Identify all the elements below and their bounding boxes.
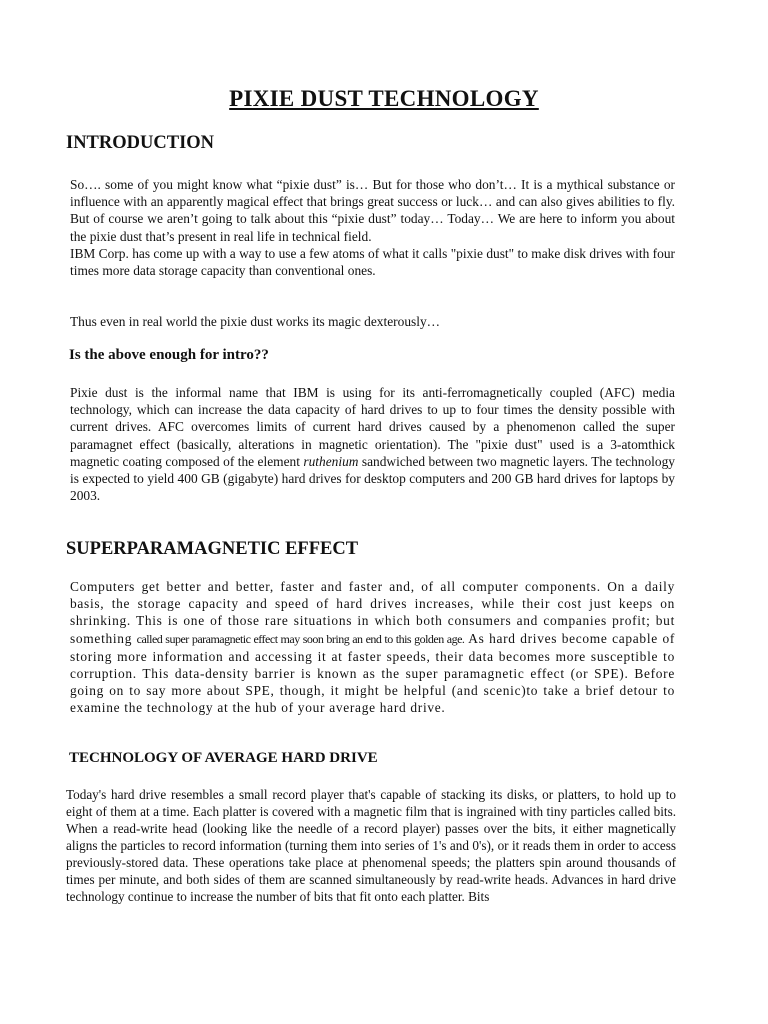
spe-text-b: called super paramagnetic effect may soon bring an end to this golden age. [136, 631, 465, 646]
tech-paragraph: Today's hard drive resembles a small record player that's capable of stacking its disks, or platters, to hold up to eight of them at a time. Each platter is covered with a magnetic film that is ingrained with tiny particles called bits. When a read-write head (looking like the needle of a record player) passes over the bits, it either magnetically aligns the particles to record information (turning them into series of 1's and 0's), or it reads them in order to access previously-stored data. These operations take place at phenomenal speeds; the platters spin around thousands of times per minute, and both sides of them are scanned simultaneously by read-write heads. Advances in hard drive technology continue to increase the number of bits that fit onto each platter. Bits [66, 787, 676, 904]
heading-question: Is the above enough for intro?? [69, 347, 269, 363]
question-text-a: Pixie dust is the informal name that IBM is using for its anti-ferromagnetically coupled (AFC) media technology, which can increase the data capacity of hard drives to up to four times the density possible with current drives. AFC overcomes limits of current hard drives caused by a phenomenon called the super paramagnet effect (basically, alterations in magnetic orientation). The "pixie dust" used is a 3-atomthick magnetic coating composed of the element [70, 385, 675, 469]
heading-introduction: INTRODUCTION [66, 133, 215, 153]
intro-paragraph-3: Thus even in real world the pixie dust works its magic dexterously… [70, 314, 441, 329]
heading-superparamagnetic-effect: SUPERPARAMAGNETIC EFFECT [66, 539, 359, 559]
heading-technology-average-hard-drive: TECHNOLOGY OF AVERAGE HARD DRIVE [69, 750, 378, 766]
question-paragraph [70, 384, 675, 504]
page-title: PIXIE DUST TECHNOLOGY [229, 86, 539, 111]
spe-text-c: As hard drives become capable of storing more information and accessing it at faster speeds, their data becomes more susceptible to corruption. This data-density barrier is known as the super paramagnetic effect (or SPE). Before going on to say more about SPE, though, it might be helpful (and scenic)to take a brief detour to examine the technology at the hub of your average hard drive. [70, 630, 675, 716]
intro-paragraph-1: So…. some of you might know what “pixie dust” is… But for those who don’t… It is a mythical substance or influence with an apparently magical effect that brings great success or luck… and can also gives abilities to fly. But of course we aren’t going to talk about this “pixie dust” today… Today… We are here to inform you about the pixie dust that’s present in real life in technical field. [70, 177, 675, 244]
intro-section [70, 176, 675, 279]
spe-paragraph [70, 578, 675, 717]
intro-paragraph-2: IBM Corp. has come up with a way to use a few atoms of what it calls "pixie dust" to make disk drives with four times more data storage capacity than conventional ones. [70, 245, 675, 279]
ruthenium-italic: ruthenium [303, 453, 359, 469]
question-text-b: sandwiched between two magnetic layers. The technology is expected to yield 400 GB (gigabyte) hard drives for desktop computers and 200 GB hard drives for laptops by 2003. [70, 453, 675, 504]
spe-text-a: Computers get better and better, faster and faster and, of all computer components. On a daily basis, the storage capacity and speed of hard drives increases, while their cost just keeps on shrinking. This is one of those rare situations in which both consumers and companies profit; but something [70, 579, 675, 646]
